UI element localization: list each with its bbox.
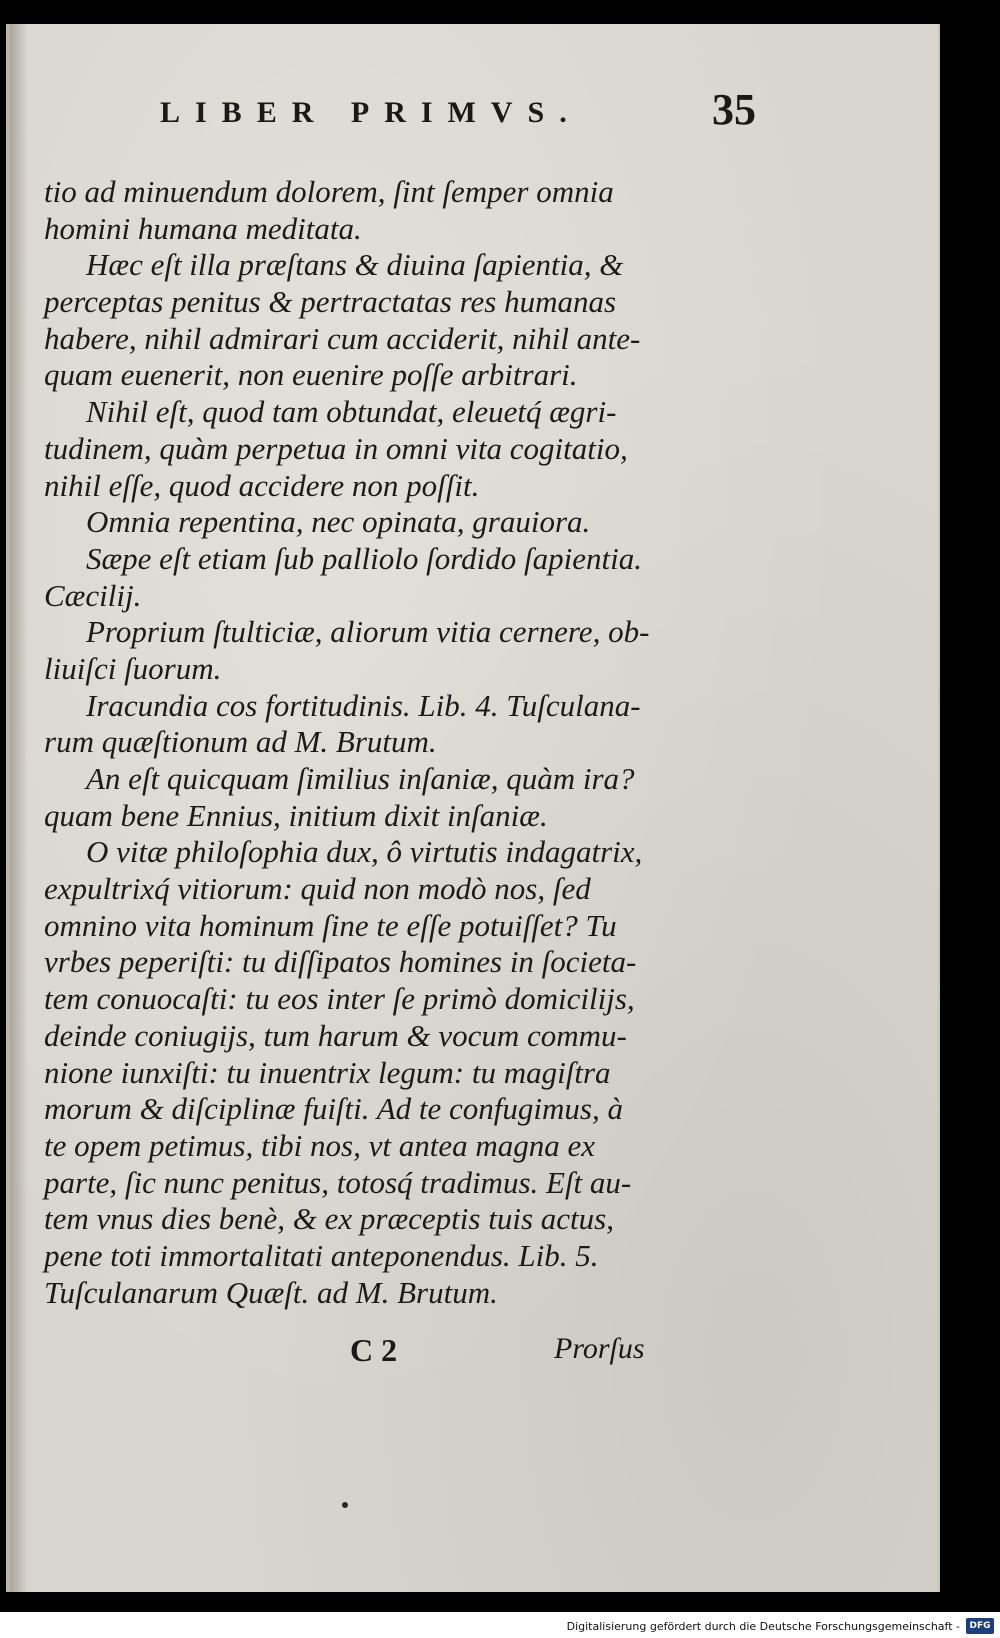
text-line: O vitæ philoſophia dux, ô virtutis indagatrix, bbox=[86, 834, 643, 870]
footer-credit: Digitalisierung gefördert durch die Deutsche Forschungsgemeinschaft - bbox=[566, 1620, 960, 1633]
text-line: Proprium ſtulticiæ, aliorum vitia cernere, ob- bbox=[86, 614, 650, 650]
text-line: Sæpe eſt etiam ſub palliolo ſordido ſapientia. bbox=[86, 540, 642, 576]
text-line: tem conuocaſti: tu eos inter ſe primò domicilijs, bbox=[44, 981, 635, 1017]
text-line: tem vnus dies benè, & ex præceptis tuis actus, bbox=[44, 1201, 614, 1237]
page-gutter-shadow bbox=[10, 24, 28, 1592]
text-line: morum & diſciplinæ fuiſti. Ad te confugimus, à bbox=[44, 1091, 623, 1127]
footer-strip bbox=[0, 1612, 1000, 1638]
text-block bbox=[44, 174, 684, 1311]
text-line: expultrixq́ vitiorum: quid non modò nos, ſed bbox=[44, 871, 591, 907]
text-line: habere, nihil admirari cum acciderit, nihil ante- bbox=[44, 320, 641, 356]
text-line: An eſt quicquam ſimilius inſaniæ, quàm ira? bbox=[86, 761, 635, 796]
text-line: Hæc eſt illa præſtans & diuina ſapientia, & bbox=[86, 247, 624, 283]
text-line: Nihil eſt, quod tam obtundat, eleuetq́ ægri- bbox=[86, 394, 617, 430]
signature-mark: C 2 bbox=[350, 1332, 398, 1368]
running-head: LIBER PRIMVS. bbox=[160, 96, 582, 129]
text-line: omnino vita hominum ſine te eſſe potuiſſet? Tu bbox=[44, 907, 617, 943]
text-line: deinde coniugijs, tum harum & vocum commu- bbox=[44, 1017, 627, 1053]
text-line: nione iunxiſti: tu inuentrix legum: tu magiſtra bbox=[44, 1054, 611, 1090]
text-line: Iracundia cos fortitudinis. Lib. 4. Tuſculana- bbox=[86, 687, 641, 723]
ink-speck bbox=[342, 1502, 348, 1508]
text-line: parte, ſic nunc penitus, totosq́ tradimus. Eſt au- bbox=[44, 1164, 632, 1200]
text-line: vrbes peperiſti: tu diſſipatos homines in ſocieta- bbox=[44, 944, 637, 980]
text-line: tio ad minuendum dolorem, ſint ſemper omnia bbox=[44, 174, 614, 209]
text-line: perceptas penitus & pertractatas res humanas bbox=[44, 284, 617, 320]
text-line: te opem petimus, tibi nos, vt antea magna ex bbox=[44, 1127, 596, 1163]
text-line: rum quæſtionum ad M. Brutum. bbox=[44, 724, 437, 760]
text-line: liuiſci ſuorum. bbox=[44, 650, 222, 686]
text-line: Omnia repentina, nec opinata, grauiora. bbox=[86, 504, 591, 540]
text-line: nihil eſſe, quod accidere non poſſit. bbox=[44, 467, 480, 503]
text-line: Tuſculanarum Quæſt. ad M. Brutum. bbox=[44, 1274, 498, 1310]
book-page bbox=[6, 24, 940, 1592]
text-line: quam euenerit, non euenire poſſe arbitrari. bbox=[44, 357, 578, 393]
dfg-logo-icon: DFG bbox=[966, 1618, 994, 1634]
catchword: Prorſus bbox=[554, 1332, 645, 1365]
text-line: quam bene Ennius, initium dixit inſaniæ. bbox=[44, 797, 548, 833]
text-line: homini humana meditata. bbox=[44, 210, 362, 246]
text-line: Cæcilij. bbox=[44, 577, 142, 613]
text-line: tudinem, quàm perpetua in omni vita cogitatio, bbox=[44, 430, 628, 466]
page-number: 35 bbox=[712, 85, 756, 134]
text-line: pene toti immortalitati anteponendus. Lib. 5. bbox=[44, 1237, 599, 1273]
